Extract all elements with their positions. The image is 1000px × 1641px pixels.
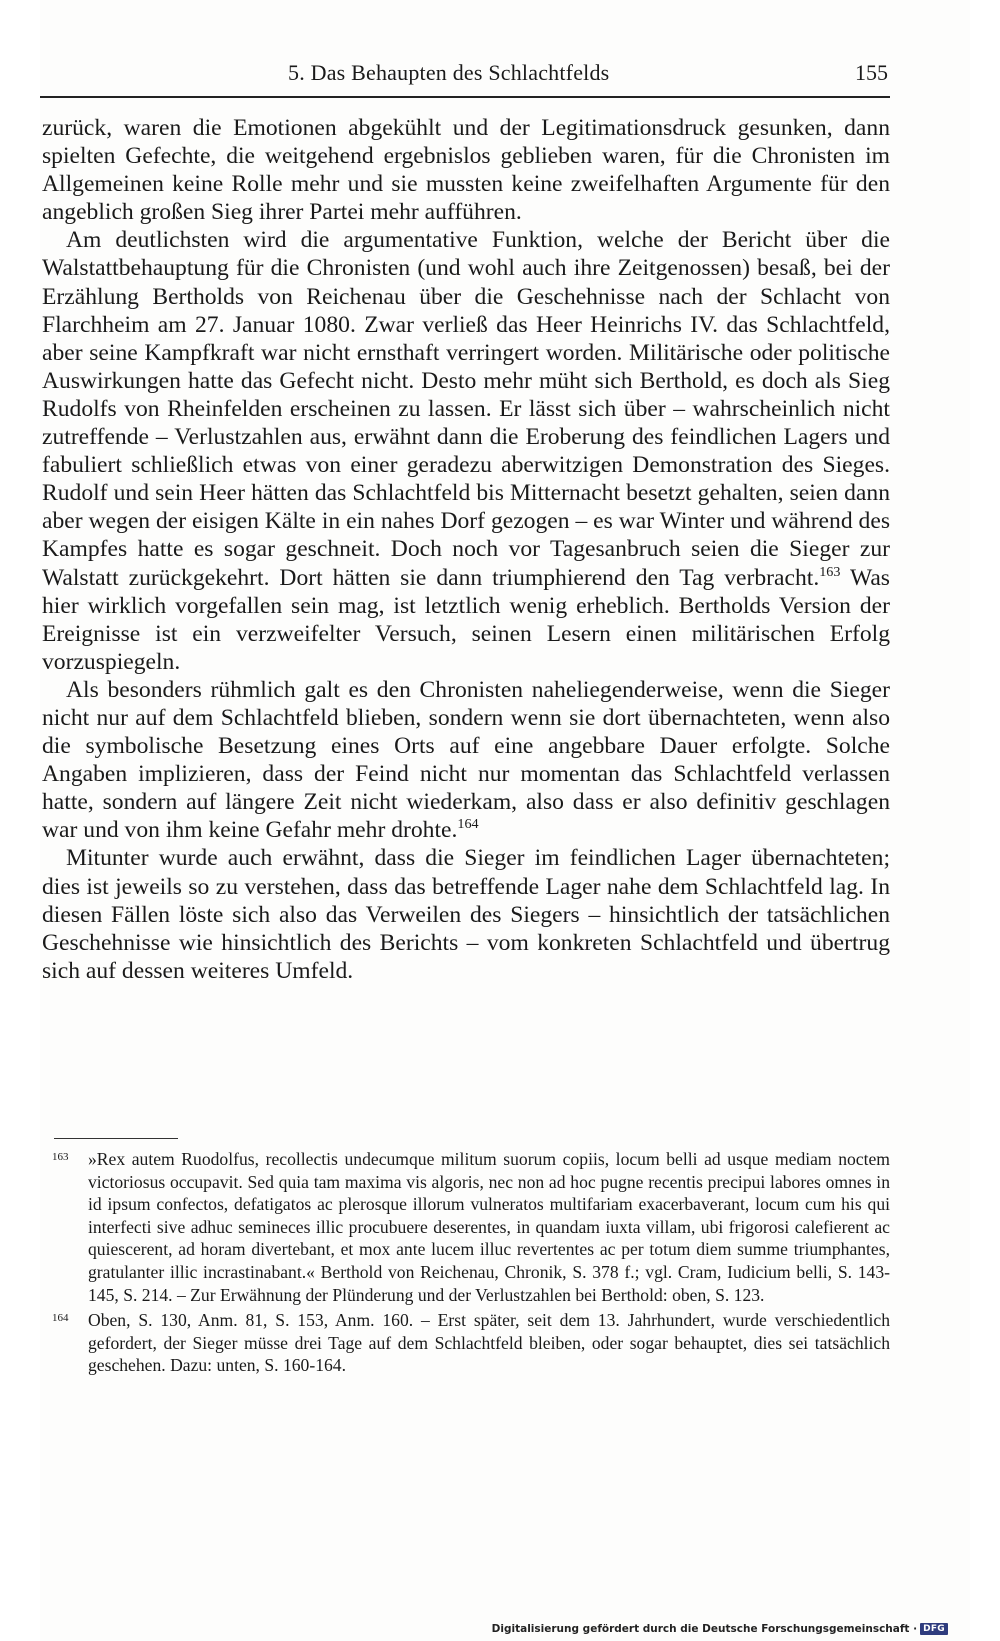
paragraph-text: Am deutlichsten wird die argumentative Funktion, welche der Bericht über die Walstattbehauptung für die Chronisten (und wohl auch ihre Zeitgenossen) besaß, bei der Erzählung Bertholds von Reichenau über die Geschehnisse nach der Schlacht von Flarchheim am 27. Januar 1080. Zwar verließ das Heer Heinrichs IV. das Schlachtfeld, aber seine Kampfkraft war nicht ernsthaft verringert worden. Militärische oder politische Auswirkungen hatte das Gefecht nicht. Desto mehr müht sich Berthold, es doch als Sieg Rudolfs von Rheinfelden erscheinen zu lassen. Er lässt sich über – wahrscheinlich nicht zutreffende – Verlustzahlen aus, erwähnt dann die Eroberung des feindlichen Lagers und fabuliert schließlich etwas von einer geradezu aberwitzigen Demonstration des Sieges. Rudolf und sein Heer hätten das Schlachtfeld bis Mitternacht besetzt gehalten, seien dann aber wegen der eisigen Kälte in ein nahes Dorf gezogen – es war Winter und während des Kampfes hatte es sogar geschneit. Doch noch vor Tagesanbruch seien die Sieger zur Walstatt zurückgekehrt. Dort hätten sie dann triumphierend den Tag verbracht. [42,227,890,591]
credit-text: Digitalisierung gefördert durch die Deutsche Forschungsgemeinschaft · [491,1623,918,1635]
book-page [40,0,970,1641]
footnote-ref: 163 [819,563,841,580]
page-number: 155 [855,60,888,85]
footnote-number: 164 [52,1312,69,1325]
paragraph: zurück, waren die Emotionen abgekühlt und der Legitimationsdruck gesunken, dann spielten Gefechte, die weitgehend ergebnislos geblieben waren, für die Chronisten im Allgemeinen keine Rolle mehr und sie mussten keine zweifelhaften Argumente für den angeblich großen Sieg ihrer Partei mehr aufführen. [42,115,890,226]
footnotes [52,1148,890,1380]
footnote-text: Oben, S. 130, Anm. 81, S. 153, Anm. 160. – Erst später, seit dem 13. Jahrhundert, wurde verschiedentlich gefordert, der Sieger müsse drei Tage auf dem Schlachtfeld bleiben, oder sogar behauptet, dies sei tatsächlich geschehen. Dazu: unten, S. 160-164. [88,1310,890,1376]
footnote [52,1148,890,1306]
footnote-number: 163 [52,1151,69,1163]
footnote-text: »Rex autem Ruodolfus, recollectis undecumque militum suorum copiis, locum belli ad usque mediam noctem victoriosus occupavit. Sed quia tam maxima vis algoris, nec non ad hoc pugne recentis precipui labores omnes in id ipsum confectos, defatigatos ac plerosque illorum vulneratos multifariam exacerbaverant, locum cum his qui interfecti sive adhuc semineces illic procubuere deserentes, in quandam iuxta villam, ubi frigorosi calefierent ac quiescerent, ad horam divertebant, et mox ante lucem illuc revertentes ac per totum diem summe triumphantes, gratulanter illic incrastinabant.« Berthold von Reichenau, Chronik, S. 378 f.; vgl. Cram, Iudicium belli, S. 143-145, S. 214. – Zur Erwähnung der Plünderung und der Verlustzahlen bei Berthold: oben, S. 123. [88,1149,890,1305]
paragraph [42,226,890,676]
page-header [40,60,888,96]
footnote-ref: 164 [457,816,479,833]
main-text [42,114,890,985]
header-rule [40,96,890,98]
footnote-separator [54,1138,178,1139]
footnote [52,1309,890,1377]
paragraph-text: Was hier wirklich vorgefallen sein mag, ist letztlich wenig erheblich. Bertholds Version der Ereignisse ist ein verzweifelter Versuch, seinen Lesern einen militärischen Erfolg vorzuspiegeln. [42,564,890,675]
paragraph-text: Als besonders rühmlich galt es den Chronisten naheliegenderweise, wenn die Sieger nicht nur auf dem Schlachtfeld blieben, sondern wenn sie dort übernachteten, wenn also die symbolische Besetzung eines Orts auf eine angebbare Dauer erfolgte. Solche Angaben implizieren, dass der Feind nicht nur momentan das Schlachtfeld verlassen hatte, sondern auf längere Zeit nicht wiederkam, also dass er also definitiv geschlagen war und von ihm keine Gefahr mehr drohte. [42,676,890,844]
running-title: 5. Das Behaupten des Schlachtfelds [288,60,610,85]
digitization-credit [492,1621,948,1637]
paragraph: Mitunter wurde auch erwähnt, dass die Sieger im feindlichen Lager übernachteten; dies ist jeweils so zu verstehen, dass das betreffende Lager nahe dem Schlachtfeld lag. In diesen Fällen löste sich also das Verweilen des Siegers – hinsichtlich der tatsächlichen Geschehnisse wie hinsichtlich des Berichts – vom konkreten Schlachtfeld und übertrug sich auf dessen weiteres Umfeld. [42,845,890,984]
paragraph [42,676,890,845]
dfg-logo-icon: DFG [920,1623,948,1635]
